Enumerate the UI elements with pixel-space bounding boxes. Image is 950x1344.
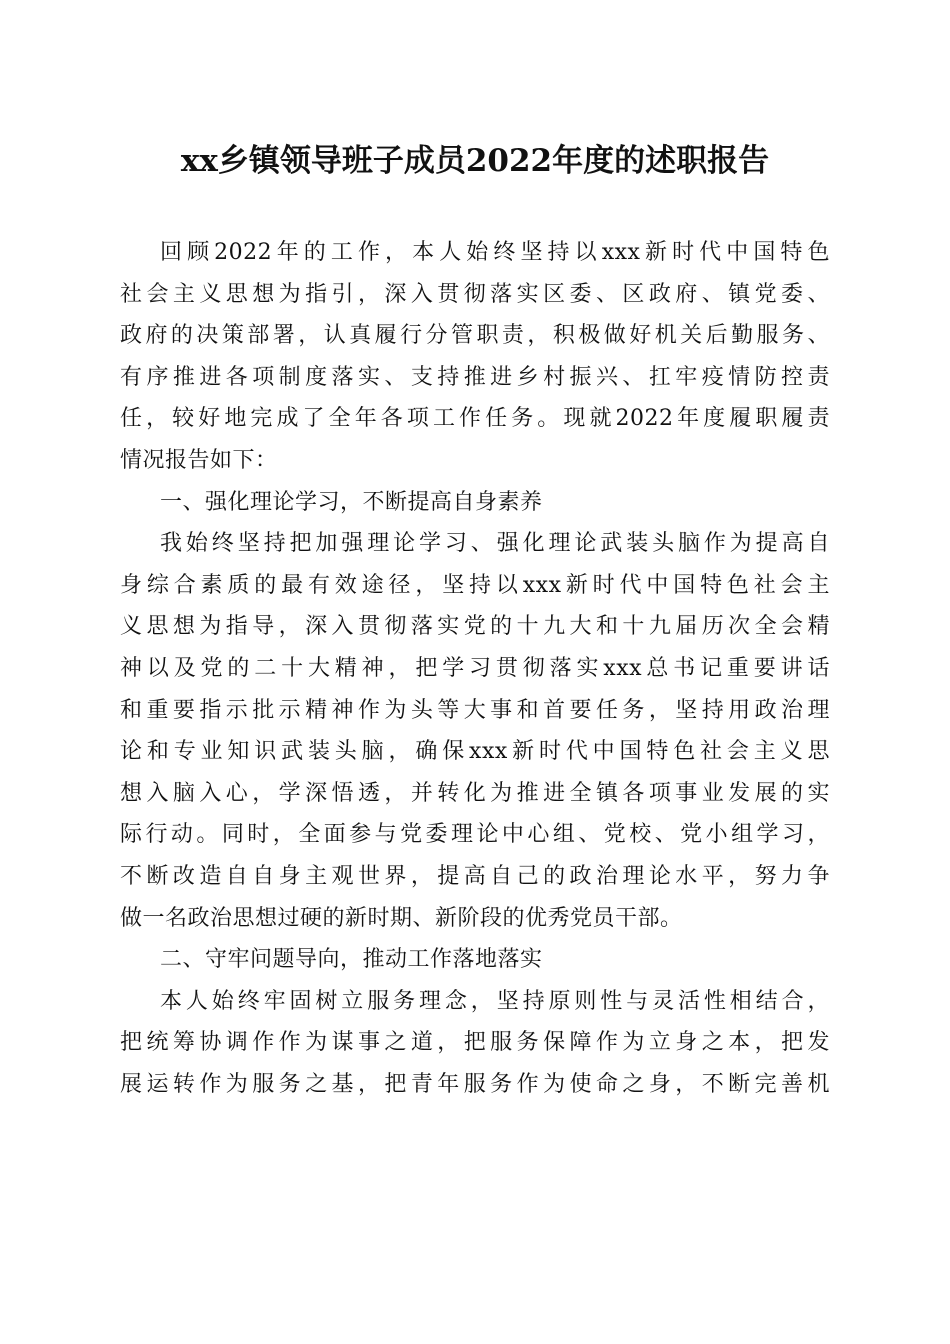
section1-line: 做一名政治思想过硬的新时期、新阶段的优秀党员干部。: [120, 905, 683, 931]
intro-line: 政府的决策部署，认真履行分管职责，积极做好机关后勤服务、: [120, 323, 830, 349]
section1-line: 不断改造自自身主观世界，提高自己的政治理论水平，努力争: [120, 863, 830, 889]
section1-line: 义思想为指导，深入贯彻落实党的十九大和十九届历次全会精: [120, 614, 830, 640]
intro-line: 回顾2022年的工作，本人始终坚持以xxx新时代中国特色: [160, 240, 830, 265]
intro-line: 情况报告如下：: [120, 447, 278, 473]
section1-line: 论和专业知识武装头脑，确保xxx新时代中国特色社会主义思: [120, 739, 830, 765]
intro-line: 社会主义思想为指引，深入贯彻落实区委、区政府、镇党委、: [120, 281, 830, 307]
document-title: xx乡镇领导班子成员2022年度的述职报告: [180, 143, 770, 179]
document-body: [120, 232, 830, 1105]
section1-line: 神以及党的二十大精神，把学习贯彻落实xxx总书记重要讲话: [120, 655, 830, 681]
intro-line: 有序推进各项制度落实、支持推进乡村振兴、扛牢疫情防控责: [120, 364, 830, 390]
section2-line: 展运转作为服务之基，把青年服务作为使命之身，不断完善机: [120, 1071, 830, 1097]
section-heading: 一、强化理论学习，不断提高自身素养: [160, 489, 543, 515]
section1-line: 我始终坚持把加强理论学习、强化理论武装头脑作为提高自: [160, 531, 830, 557]
section2-line: 把统筹协调作作为谋事之道，把服务保障作为立身之本，把发: [120, 1030, 830, 1056]
section-heading: 二、守牢问题导向，推动工作落地落实: [160, 947, 543, 973]
section1-line: 想入脑入心，学深悟透，并转化为推进全镇各项事业发展的实: [120, 780, 830, 806]
section1-line: 身综合素质的最有效途径，坚持以xxx新时代中国特色社会主: [120, 572, 830, 598]
section2-line: 本人始终牢固树立服务理念，坚持原则性与灵活性相结合，: [160, 988, 830, 1014]
section1-line: 际行动。同时，全面参与党委理论中心组、党校、党小组学习，: [120, 822, 830, 848]
intro-line: 任，较好地完成了全年各项工作任务。现就2022年度履职履责: [120, 406, 830, 432]
section1-line: 和重要指示批示精神作为头等大事和首要任务，坚持用政治理: [120, 697, 830, 723]
